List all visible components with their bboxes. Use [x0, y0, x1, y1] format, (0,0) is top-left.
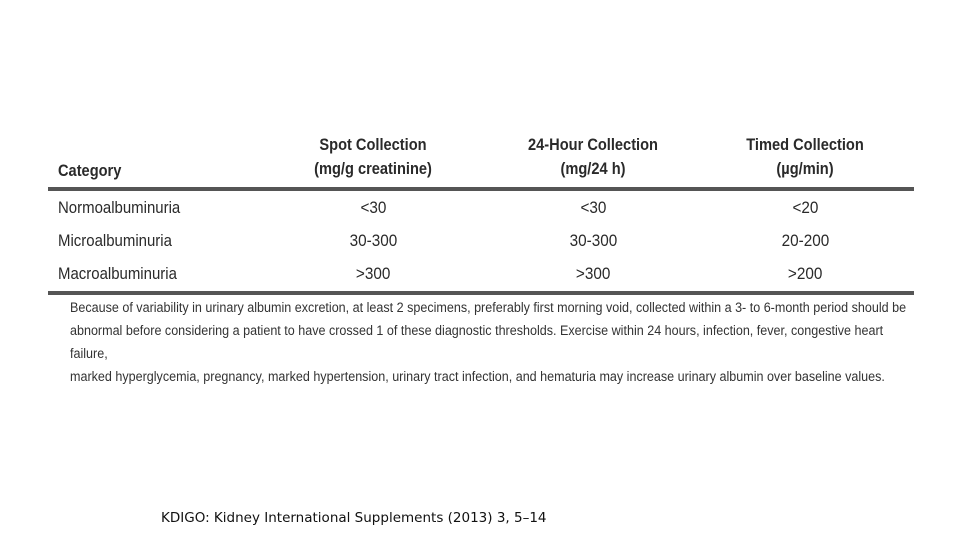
row-timed-value: <20 [792, 198, 818, 217]
header-24h-collection [508, 133, 678, 181]
table-footnote [70, 297, 915, 389]
row-timed-value: 20-200 [781, 231, 829, 250]
albuminuria-table [48, 133, 914, 295]
row-category: Normoalbuminuria [58, 198, 181, 217]
footnote-line: abnormal before considering a patient to have crossed 1 of these diagnostic thresholds. Exercise within 24 hours, infection, fever, congestive heart failure, [70, 323, 884, 362]
header-spot-unit: (mg/g creatinine) [314, 159, 432, 178]
row-category: Macroalbuminuria [58, 264, 177, 283]
header-24h-unit: (mg/24 h) [560, 159, 626, 178]
header-24h-title: 24-Hour Collection [528, 135, 658, 154]
table-row [48, 191, 914, 224]
row-spot-value: >300 [355, 264, 391, 283]
header-spot-collection [288, 133, 458, 181]
row-spot-value: 30-300 [349, 231, 397, 250]
row-timed-value: >200 [787, 264, 823, 283]
row-category: Microalbuminuria [58, 231, 172, 250]
header-spot-title: Spot Collection [319, 135, 427, 154]
table-row [48, 257, 914, 290]
header-timed-title: Timed Collection [746, 135, 864, 154]
footnote-line: marked hyperglycemia, pregnancy, marked hypertension, urinary tract infection, and hematuria may increase urinary albumin over baseline values. [70, 369, 885, 385]
row-spot-value: <30 [360, 198, 386, 217]
header-category: Category [58, 161, 122, 180]
header-timed-collection [720, 133, 890, 181]
source-citation: KDIGO: Kidney International Supplements (2013) 3, 5–14 [161, 510, 547, 526]
footnote-line: Because of variability in urinary albumin excretion, at least 2 specimens, preferably first morning void, collected within a 3- to 6-month period should be [70, 300, 907, 316]
table-row [48, 224, 914, 257]
row-24h-value: <30 [580, 198, 606, 217]
row-24h-value: >300 [575, 264, 611, 283]
table-bottom-divider [48, 291, 914, 295]
header-timed-unit: (µg/min) [776, 159, 834, 178]
row-24h-value: 30-300 [569, 231, 617, 250]
table-header-row [48, 133, 914, 187]
table-body [48, 191, 914, 291]
